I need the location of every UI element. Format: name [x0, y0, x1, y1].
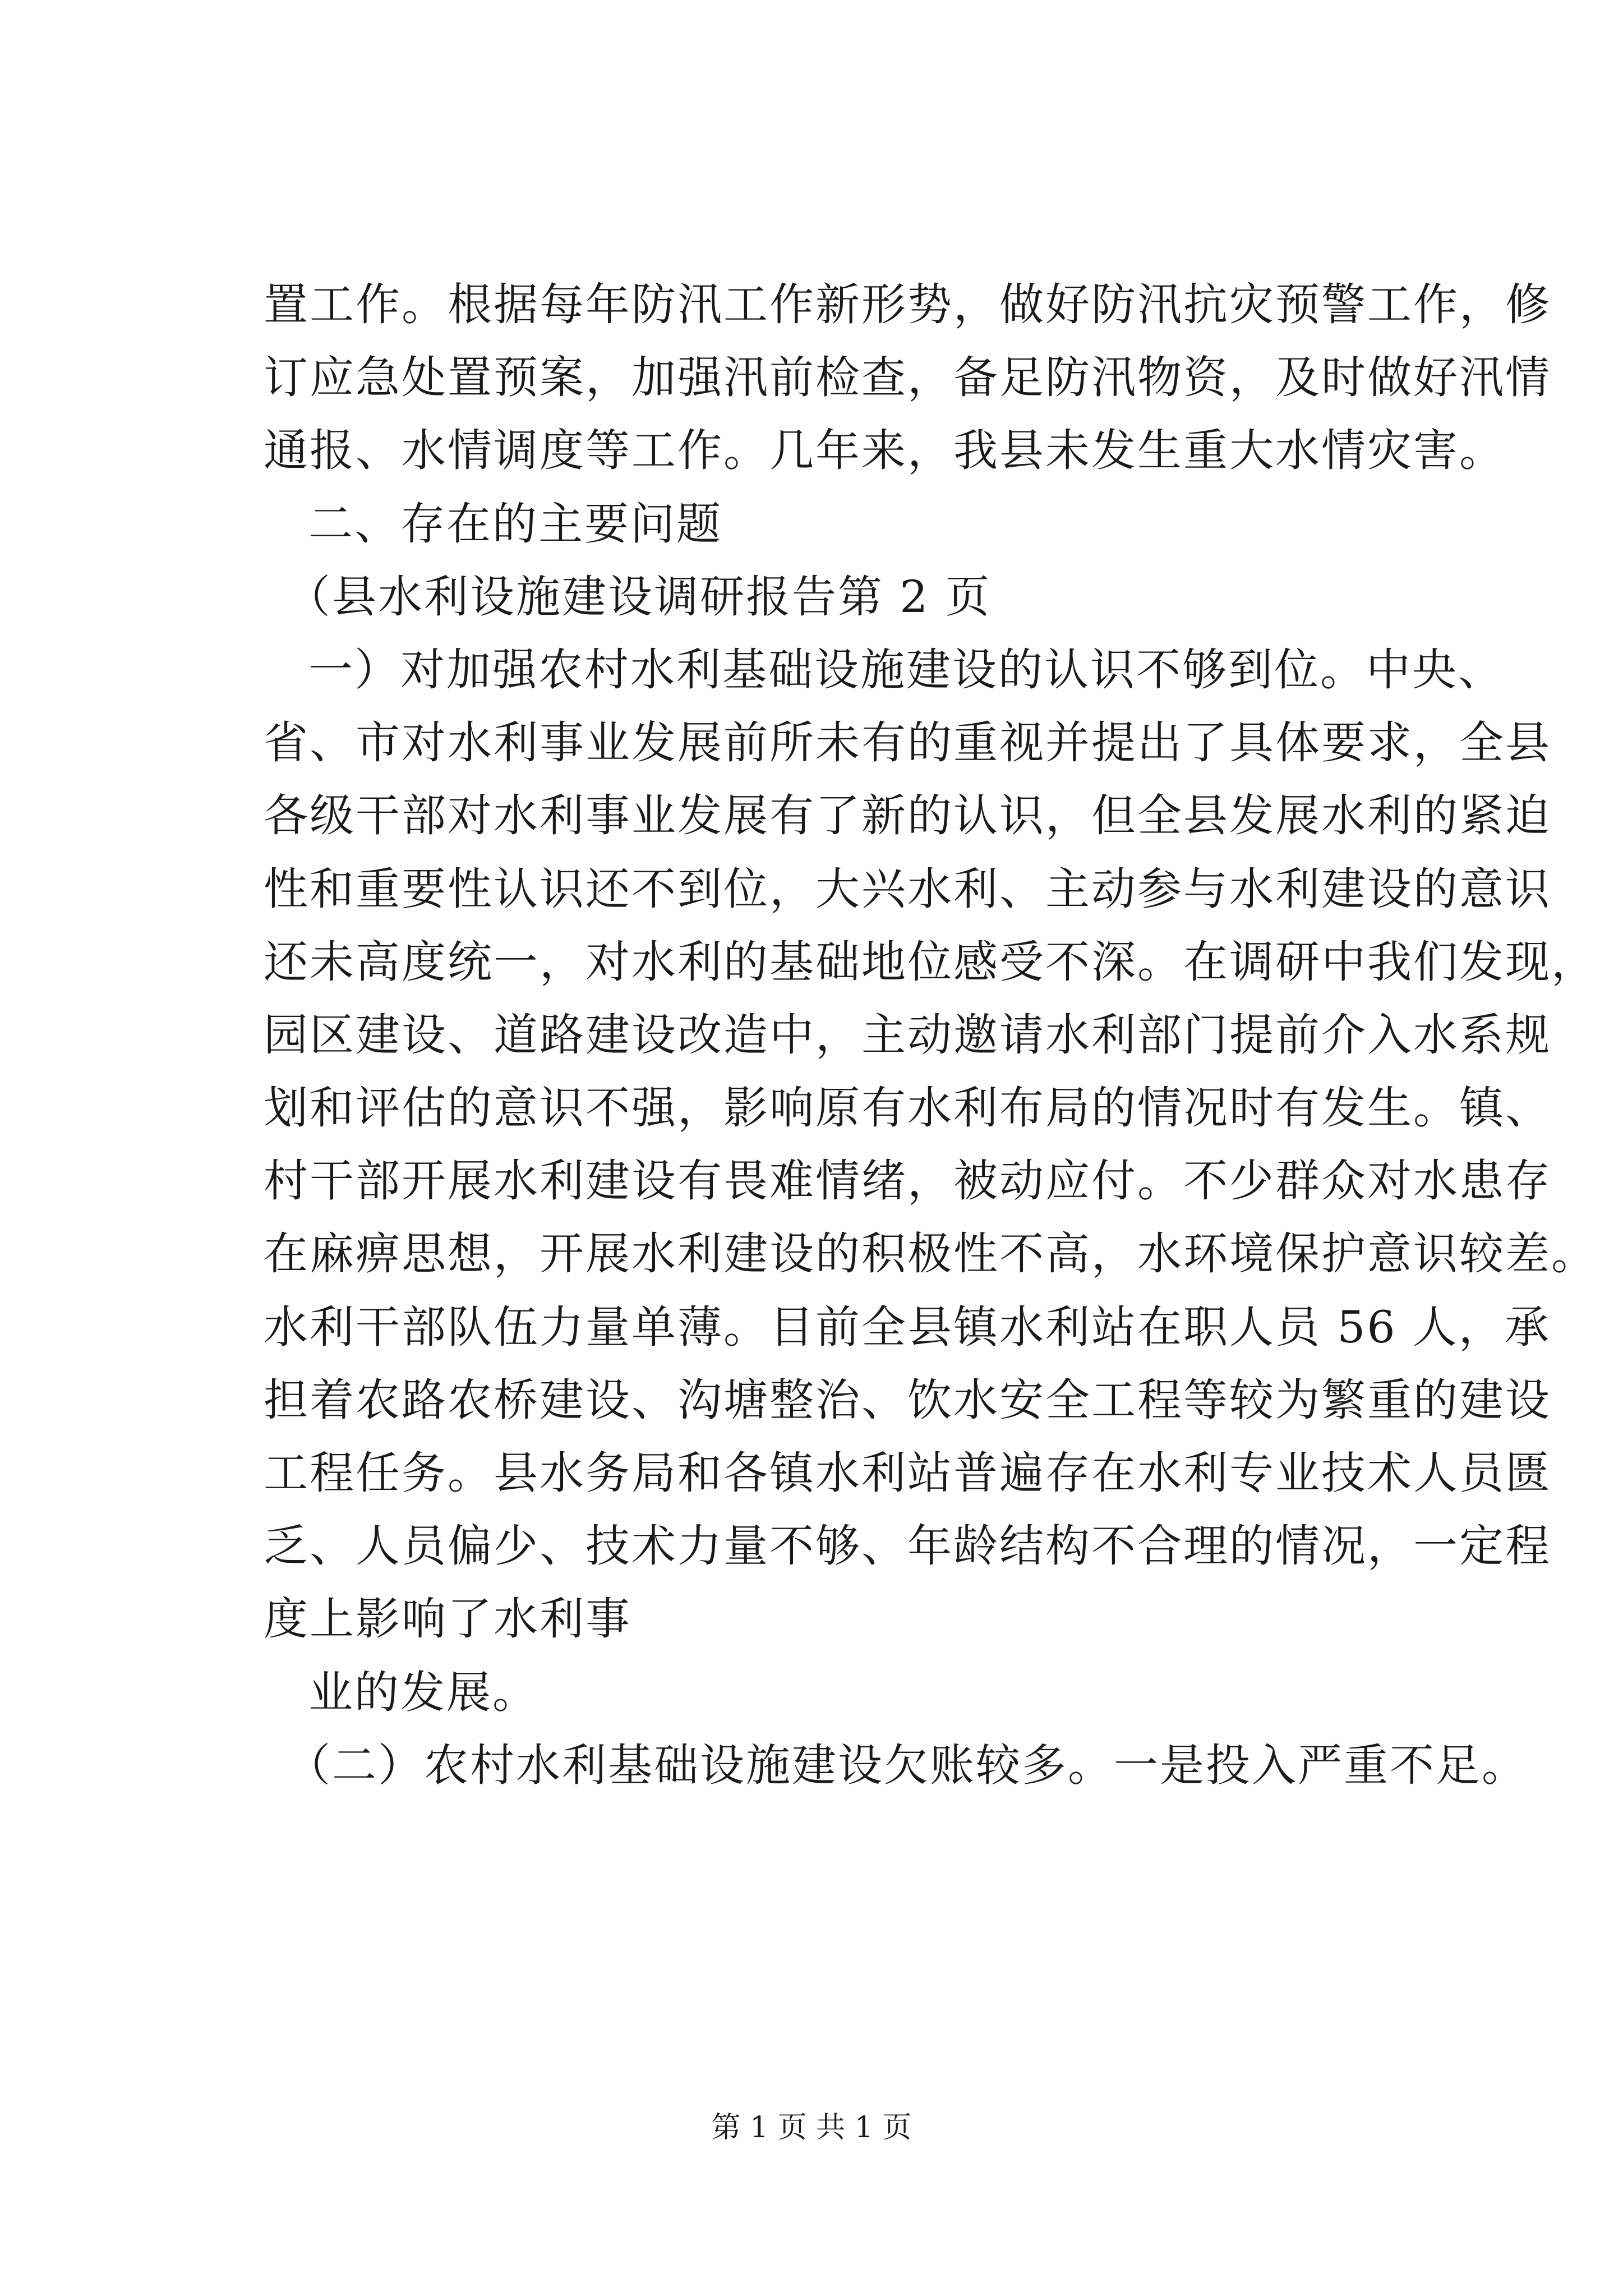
text-line: （县水利设施建设调研报告第 2 页 [286, 570, 992, 623]
text-line: 园区建设、道路建设改造中，主动邀请水利部门提前介入水系规 [264, 1009, 1551, 1061]
text-line: （二）农村水利基础设施建设欠账较多。一是投入严重不足。 [286, 1739, 1528, 1791]
text-line: 各级干部对水利事业发展有了新的认识，但全县发展水利的紧迫 [264, 790, 1551, 842]
text-line: 工程任务。县水务局和各镇水利站普遍存在水利专业技术人员匮 [264, 1447, 1551, 1499]
text-line: 省、市对水利事业发展前所未有的重视并提出了具体要求，全县 [264, 717, 1551, 769]
text-line: 置工作。根据每年防汛工作新形势，做好防汛抗灾预警工作，修 [264, 279, 1551, 330]
page-footer: 第 1 页 共 1 页 [711, 2111, 912, 2145]
text-line: 划和评估的意识不强，影响原有水利布局的情况时有发生。镇、 [264, 1082, 1551, 1134]
document-body [264, 268, 1597, 1802]
text-line: 水利干部队伍力量单薄。目前全县镇水利站在职人员 56 人，承 [264, 1301, 1551, 1353]
text-line: 通报、水情调度等工作。几年来，我县未发生重大水情灾害。 [264, 425, 1505, 477]
text-line: 还未高度统一，对水利的基础地位感受不深。在调研中我们发现， [264, 936, 1597, 988]
text-line: 业的发展。 [308, 1666, 538, 1718]
section-heading: 二、存在的主要问题 [308, 498, 722, 550]
text-line: 性和重要性认识还不到位，大兴水利、主动参与水利建设的意识 [264, 863, 1551, 915]
text-line: 乏、人员偏少、技术力量不够、年龄结构不合理的情况，一定程 [264, 1520, 1551, 1572]
text-line: 在麻痹思想，开展水利建设的积极性不高，水环境保护意识较差。 [264, 1228, 1597, 1280]
text-line: 担着农路农桥建设、沟塘整治、饮水安全工程等较为繁重的建设 [264, 1374, 1551, 1426]
text-line: 订应急处置预案，加强汛前检查，备足防汛物资，及时做好汛情 [264, 352, 1551, 404]
text-line: 村干部开展水利建设有畏难情绪，被动应付。不少群众对水患存 [264, 1155, 1551, 1207]
text-line: 度上影响了水利事 [264, 1593, 631, 1645]
text-line: 一）对加强农村水利基础设施建设的认识不够到位。中央、 [308, 643, 1504, 696]
